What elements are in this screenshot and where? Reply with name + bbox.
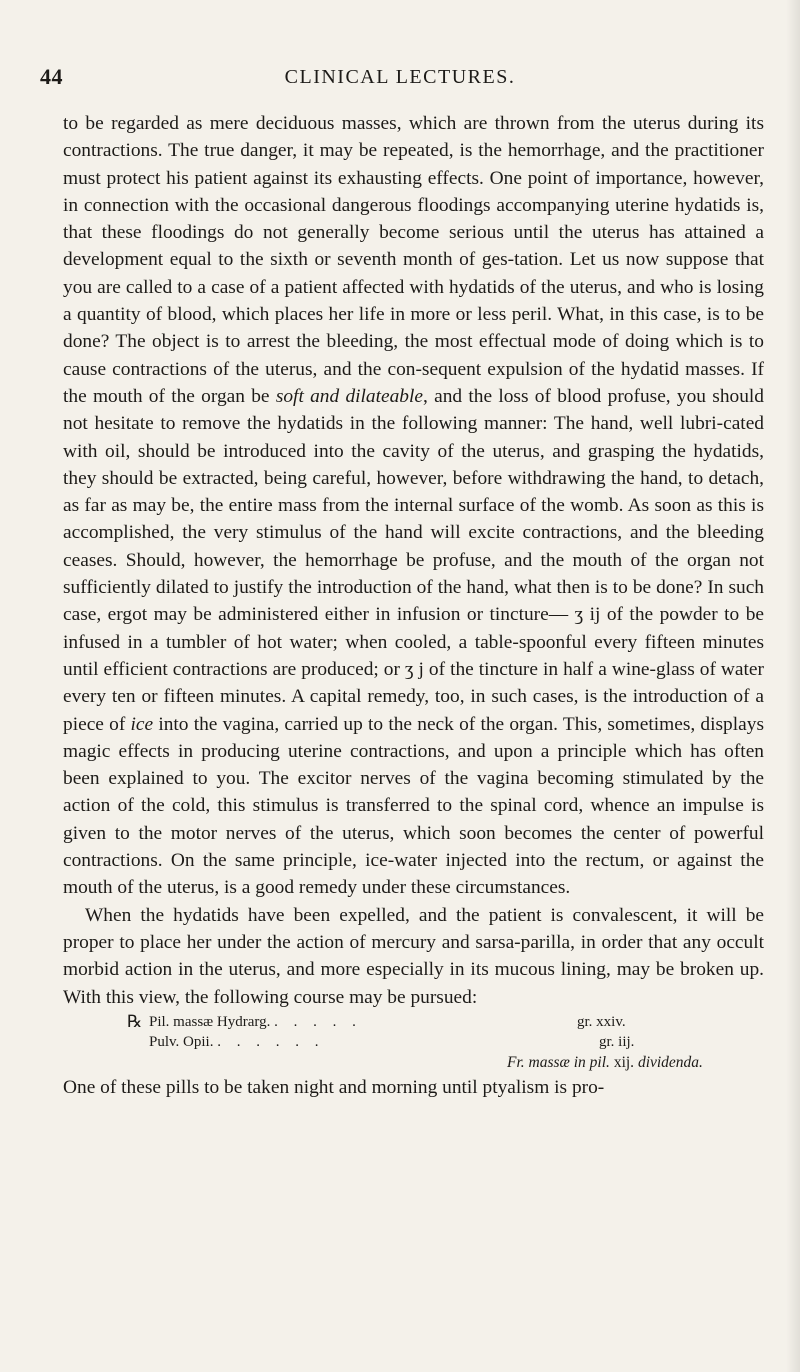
ingredient-name: Pil. massæ Hydrarg.: [149, 1013, 271, 1030]
paragraph-1-part-b: , and the loss of blood profuse, you should not hesitate to remove the hydatids in the following manner: The hand, well lubri-cated with oil, should be introduced into the cavity of the uterus, and grasping the hydatids, they should be extracted, being careful, however, before withdrawing the hand, to detach, as far as may be, the entire mass from the internal surface of the womb. As soon as this is accomplished, the very stimulus of the hand will excite contractions, and the bleeding ceases. Should, however, the hemorrhage be profuse, and the mouth of the organ not sufficiently dilated to justify the introduction of the hand, what then is to be done? In such case, ergot may be administered either in infusion or tincture— ʒ ij of the powder to be infused in a tumbler of hot water; when cooled, a table-spoonful every fifteen minutes until efficient contractions are produced; or ʒ j of the tincture in half a wine-glass of water every ten or fifteen minutes. A capital remedy, too, in such cases, is the introduction of a piece of: [63, 385, 764, 735]
prescription: [127, 1012, 764, 1074]
prescription-row: [127, 1012, 687, 1032]
paragraph-1-part-a: to be regarded as mere deciduous masses, which are thrown from the uterus during its contractions. The true danger, it may be repeated, is the hemorrhage, and the practitioner must protect his patient against its exhausting effects. One point of importance, however, in connection with the occasional dangerous floodings accompanying uterine hydatids is, that these floodings do not generally become serious until the uterus has attained a development equal to the sixth or seventh month of ges-tation. Let us now suppose that you are called to a case of a patient affected with hydatids of the uterus, and who is losing a quantity of blood, which places her life in more or less peril. What, in this case, is to be done? The object is to arrest the bleeding, the most effectual mode of doing which is to cause contractions of the uterus, and the con-sequent expulsion of the hydatid masses. If the mouth of the organ be: [63, 113, 764, 407]
page-header: [40, 64, 760, 94]
leader-dots: . . . . . .: [217, 1033, 325, 1050]
prescription-dose: gr. iij.: [599, 1033, 635, 1050]
body-text: [63, 110, 764, 1101]
leader-dots: . . . . .: [274, 1013, 362, 1030]
running-head: CLINICAL LECTURES.: [284, 66, 516, 88]
prescription-row: [127, 1032, 709, 1052]
instruction-count: xij.: [609, 1053, 638, 1071]
rx-symbol: ℞: [127, 1011, 143, 1031]
paragraph-3: One of these pills to be taken night and morning until ptyalism is pro-: [63, 1076, 605, 1098]
prescription-ingredient: [149, 1012, 577, 1032]
prescription-dose: gr. xxiv.: [577, 1013, 626, 1030]
instruction-italic: dividenda.: [637, 1053, 703, 1071]
paragraph-1: [63, 110, 764, 902]
paragraph-2: When the hydatids have been expelled, and the patient is convalescent, it will be proper to place her under the action of mercury and sarsa-parilla, in order that any occult morbid action in the uterus, and more especially in its mucous lining, may be broken up. With this view, the following course may be pursued:: [63, 904, 764, 1008]
page-number: 44: [40, 64, 63, 89]
prescription-instruction: [507, 1052, 764, 1074]
emphasis-ice: ice: [130, 713, 154, 735]
instruction-italic: Fr. massæ in pil.: [507, 1053, 610, 1071]
page-edge-shadow: [786, 0, 800, 1372]
ingredient-name: Pulv. Opii.: [149, 1033, 214, 1050]
emphasis-soft-dilateable: soft and dilateable: [275, 385, 423, 407]
prescription-ingredient: [149, 1032, 599, 1052]
paragraph-1-part-c: into the vagina, carried up to the neck of the organ. This, sometimes, displays magic effects in producing uterine contractions, and upon a principle which has often been explained to you. The excitor nerves of the vagina becoming stimulated by the action of the cold, this stimulus is transferred to the spinal cord, whence an impulse is given to the motor nerves of the uterus, which soon becomes the center of powerful contractions. On the same principle, ice-water injected into the rectum, or against the mouth of the uterus, is a good remedy under these circumstances.: [63, 713, 764, 899]
